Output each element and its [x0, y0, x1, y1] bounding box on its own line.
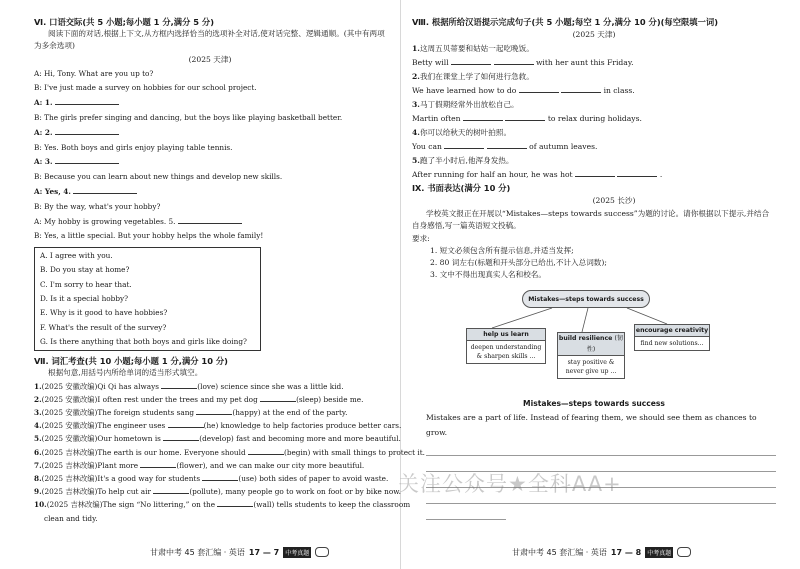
answer-blank[interactable] [217, 498, 253, 507]
mind-map-node-learn [466, 328, 546, 364]
vocab-item [34, 472, 389, 485]
sentence-after: with her aunt this Friday. [535, 58, 634, 67]
option-item: E. Why is it good to have hobbies? [40, 308, 168, 318]
answer-blank[interactable] [561, 84, 601, 93]
vocab-item [34, 485, 401, 498]
item-number: 1. [412, 44, 420, 53]
item-number: 4. [34, 421, 42, 431]
item-text-after: (pollute), many people go to work on foot or by bike now. [189, 487, 401, 497]
translation-sentence [412, 168, 776, 182]
footer-badge: 中考真题 [645, 547, 673, 558]
vocab-item [34, 393, 386, 406]
item-text-before: The foreign students sang [97, 407, 195, 417]
item-number: 1. [34, 381, 42, 391]
vocab-item [34, 406, 386, 419]
item-number: 10. [34, 500, 47, 510]
item-text-before: To help cut air [97, 487, 151, 497]
options-box [34, 247, 261, 351]
option-item: B. Do you stay at home? [40, 265, 130, 275]
dialogue-blank-label: A: Yes, 4. [34, 186, 71, 196]
item-number: 3. [412, 100, 420, 109]
sentence-before: You can [412, 142, 442, 151]
answer-blank[interactable] [463, 112, 503, 121]
writing-line[interactable] [426, 504, 506, 520]
section6-source: (2025 天津) [188, 54, 232, 64]
section9-source: (2025 长沙) [592, 196, 636, 205]
item-text-after: (happy) at the end of the party. [232, 407, 348, 417]
dialogue-text: A: My hobby is growing vegetables. 5. [34, 216, 176, 226]
answer-blank[interactable] [202, 472, 238, 481]
left-footer [150, 545, 329, 559]
mind-map-node-creativity [634, 324, 710, 351]
translation-prompt [412, 126, 776, 140]
node-detail: deepen understanding & sharpen skills ... [470, 343, 542, 360]
item-text-after: (develop) fast and becoming more and more beautiful. [199, 434, 401, 444]
item-source-tag: (2025 吉林改编) [41, 473, 98, 483]
section8-source: (2025 天津) [572, 30, 616, 39]
chinese-prompt: 跑了半小时后,他浑身发热。 [419, 156, 514, 165]
ornament-icon [677, 547, 691, 557]
dialogue-line [34, 126, 386, 141]
section6-intro: 阅读下面的对话,根据上下文,从方框内选择恰当的选项补全对话,使对话完整、逻辑通顺。(其中有两项为多余选项) [34, 29, 385, 51]
item-number: 4. [412, 128, 420, 137]
item-text-after: (love) science since she was a little kid. [197, 381, 344, 391]
watermark: 关注公众号★全科AA+ [398, 472, 622, 496]
dialogue-line: B: I've just made a survey on hobbies for our school project. [34, 83, 257, 93]
sentence-before: We have learned how to do [412, 86, 517, 95]
connector-line [627, 308, 667, 324]
mind-map-node-resilience [557, 332, 625, 379]
item-text-after: (begin) with small things to protect it. [283, 447, 425, 457]
answer-blank[interactable] [55, 126, 119, 135]
dialogue-line [34, 96, 386, 111]
dialogue-line: B: The girls prefer singing and dancing, but the boys like playing basketball better. [34, 112, 343, 122]
item-text-after: (sleep) beside me. [296, 394, 364, 404]
vocab-item [34, 419, 402, 432]
item-text-before: The sign “No littering,” on the [102, 500, 216, 510]
answer-blank[interactable] [494, 56, 534, 65]
sentence-after: . [659, 170, 663, 179]
dialogue-line [34, 215, 386, 230]
answer-blank[interactable] [55, 155, 119, 164]
ornament-icon [315, 547, 329, 557]
item-text-before: It's a good way for students [97, 473, 201, 483]
node-heading: help us learn [467, 329, 545, 341]
essay-title: Mistakes—steps towards success [523, 398, 665, 408]
translation-prompt [412, 70, 776, 84]
node-note: (韧性) [586, 334, 624, 353]
answer-blank[interactable] [163, 432, 199, 441]
item-text-before: The earth is our home. Everyone should [97, 447, 246, 457]
footer-page: 17 — 7 [248, 547, 280, 557]
answer-blank[interactable] [451, 56, 491, 65]
chinese-prompt: 你可以给秋天的树叶拍照。 [419, 128, 512, 137]
connector-line [582, 308, 588, 332]
footer-book: 甘肃中考 45 套汇编 · 英语 [512, 547, 607, 557]
answer-blank[interactable] [140, 459, 176, 468]
answer-blank[interactable] [487, 140, 527, 149]
item-text-before: Qi Qi has always [97, 381, 159, 391]
right-footer [512, 545, 691, 559]
chinese-prompt: 我们在课堂上学了如何进行急救。 [419, 72, 534, 81]
item-number: 9. [34, 487, 42, 497]
item-source-tag: (2025 吉林改编) [41, 447, 98, 457]
sentence-before: Martin often [412, 114, 461, 123]
dialogue-blank-label: A: 2. [34, 127, 53, 137]
item-source-tag: (2025 吉林改编) [46, 500, 103, 510]
dialogue-line: B: By the way, what's your hobby? [34, 201, 161, 211]
section7-intro: 根据句意,用括号内所给单词的适当形式填空。 [48, 368, 203, 378]
option-item: A. I agree with you. [40, 251, 113, 261]
item-number: 2. [34, 394, 42, 404]
dialogue-line [34, 185, 386, 200]
vocab-item [34, 380, 386, 393]
dialogue-line [34, 155, 386, 170]
item-source-tag: (2025 安徽改编) [41, 421, 98, 431]
item-source-tag: (2025 吉林改编) [41, 460, 98, 470]
node-detail: stay positive & never give up ... [565, 358, 617, 375]
chinese-prompt: 马丁假期经常外出放松自己。 [419, 100, 519, 109]
footer-badge: 中考真题 [283, 547, 311, 558]
item-number: 8. [34, 473, 42, 483]
translation-prompt [412, 154, 776, 168]
item-text-before: The engineer uses [97, 421, 166, 431]
sentence-after: to relax during holidays. [547, 114, 642, 123]
answer-blank[interactable] [178, 215, 242, 224]
requirements-title: 要求: [412, 233, 430, 243]
translation-sentence [412, 112, 776, 126]
section9-intro: 学校英文报正在开展以“Mistakes—steps towards success”为题的讨论。请你根据以下提示,并结合自身感悟,写一篇英语短文投稿。 [412, 209, 770, 231]
item-number: 5. [34, 434, 42, 444]
dialogue-blank-label: A: 3. [34, 157, 53, 167]
translation-prompt [412, 42, 776, 56]
vocab-item [34, 459, 386, 472]
dialogue [34, 67, 386, 245]
item-source-tag: (2025 安徽改编) [41, 434, 98, 444]
section9-title: Ⅸ. 书面表达(满分 10 分) [412, 183, 511, 193]
item-source-tag: (2025 安徽改编) [41, 394, 98, 404]
answer-blank[interactable] [617, 168, 657, 177]
item-source-tag: (2025 安徽改编) [41, 381, 98, 391]
dialogue-line: B: Yes, a little special. But your hobby helps the whole family! [34, 231, 264, 241]
sentence-after: in class. [603, 86, 635, 95]
answer-blank[interactable] [161, 380, 197, 389]
dialogue-line: B: Because you can learn about new things and develop new skills. [34, 172, 283, 182]
node-heading: encourage creativity [635, 325, 709, 337]
footer-page: 17 — 8 [610, 547, 642, 557]
option-item: F. What's the result of the survey? [40, 322, 167, 332]
chinese-prompt: 这周五贝蒂要和姑姑一起吃晚饭。 [419, 44, 534, 53]
vocab-item [34, 446, 425, 459]
dialogue-line: B: Yes. Both boys and girls enjoy playing table tennis. [34, 142, 233, 152]
item-number: 6. [34, 447, 42, 457]
answer-blank[interactable] [55, 96, 119, 105]
option-item: G. Is there anything that both boys and girls like doing? [40, 336, 247, 346]
item-source-tag: (2025 吉林改编) [41, 487, 98, 497]
vocab-item [34, 432, 401, 445]
item-source-tag: (2025 安徽改编) [41, 407, 98, 417]
answer-blank[interactable] [519, 84, 559, 93]
mind-map [412, 288, 776, 396]
option-item: C. I'm sorry to hear that. [40, 279, 132, 289]
footer-book: 甘肃中考 45 套汇编 · 英语 [150, 547, 245, 557]
translation-sentence [412, 140, 776, 154]
dialogue-blank-label: A: 1. [34, 98, 53, 108]
item-text-after: (he) knowledge to help factories produce better cars. [203, 421, 402, 431]
answer-blank[interactable] [196, 406, 232, 415]
requirement-item: 2. 80 词左右(标题和开头部分已给出,不计入总词数); [430, 258, 607, 268]
requirement-item: 3. 文中不得出现真实人名和校名。 [430, 270, 546, 280]
section8-title: Ⅷ. 根据所给汉语提示完成句子(共 5 小题;每空 1 分,满分 10 分)(每空限填一词) [412, 17, 718, 27]
translation-prompt [412, 98, 776, 112]
node-heading-text: build resilience [558, 334, 613, 342]
node-heading [558, 333, 624, 356]
dialogue-line: A: Hi, Tony. What are you up to? [34, 68, 154, 78]
answer-blank[interactable] [248, 446, 284, 455]
answer-blank[interactable] [444, 140, 484, 149]
requirement-item: 1. 短文必须包含所有提示信息,并适当发挥; [430, 245, 574, 255]
vocab-item-10-continuation: clean and tidy. [44, 513, 98, 523]
mind-map-center: Mistakes—steps towards success [522, 290, 650, 308]
answer-blank[interactable] [505, 112, 545, 121]
item-number: 2. [412, 72, 420, 81]
item-text-before: Our hometown is [97, 434, 161, 444]
item-number: 3. [34, 407, 42, 417]
connector-line [492, 308, 552, 328]
item-text-before: I often rest under the trees and my pet dog [97, 394, 258, 404]
answer-blank[interactable] [260, 393, 296, 402]
vocab-list [34, 380, 425, 512]
answer-blank[interactable] [575, 168, 615, 177]
option-item: D. Is it a special hobby? [40, 294, 129, 304]
item-number: 5. [412, 156, 420, 165]
translation-sentence [412, 84, 776, 98]
sentence-before: Betty will [412, 58, 449, 67]
translation-sentence [412, 56, 776, 70]
item-text-after: (flower), and we can make our city more beautiful. [176, 460, 365, 470]
item-number: 7. [34, 460, 42, 470]
writing-line[interactable] [426, 440, 776, 456]
essay-start: Mistakes are a part of life. Instead of fearing them, we should see them as chances to grow. [426, 413, 757, 438]
answer-blank[interactable] [153, 485, 189, 494]
item-text-after: (wall) tells students to keep the classroom [253, 500, 411, 510]
sentence-after: of autumn leaves. [529, 142, 598, 151]
node-detail: find new solutions... [640, 339, 704, 347]
vocab-item [34, 498, 411, 511]
section6-title: Ⅵ. 口语交际(共 5 小题;每小题 1 分,满分 5 分) [34, 17, 215, 27]
item-text-after: (use) both sides of paper to avoid waste. [238, 473, 389, 483]
item-text-before: Plant more [97, 460, 139, 470]
answer-blank[interactable] [73, 185, 137, 194]
section7-title: Ⅶ. 词汇考查(共 10 小题;每小题 1 分,满分 10 分) [34, 356, 228, 367]
answer-blank[interactable] [168, 419, 204, 428]
sentence-before: After running for half an hour, he was hot [412, 170, 573, 179]
translation-list [412, 42, 776, 182]
